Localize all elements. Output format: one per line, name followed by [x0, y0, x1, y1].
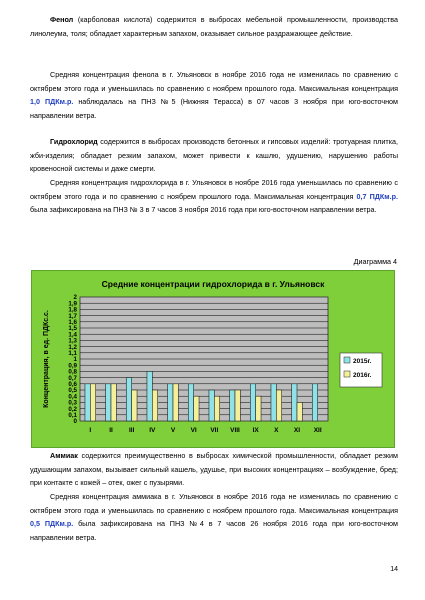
y-tick-label: 0,1	[68, 412, 77, 419]
bar-2015-XI	[292, 384, 297, 421]
paragraph-hydrochloride-intro	[30, 135, 398, 176]
bar-2016-XI	[297, 402, 302, 421]
x-tick-label: III	[128, 427, 135, 434]
ammonia-max-value: 0,5 ПДКм.р.	[30, 519, 74, 529]
bar-2015-X	[271, 384, 276, 421]
chart-title: Средние концентрации гидрохлорида в г. Ульяновск	[101, 279, 325, 289]
paragraph-ammonia-intro	[30, 449, 398, 490]
bar-2016-VI	[194, 396, 199, 421]
bar-2016-IX	[256, 396, 261, 421]
paragraph-phenol-concentration	[30, 68, 398, 122]
y-tick-label: 0,3	[68, 399, 77, 407]
y-tick-label: 0,5	[68, 387, 77, 395]
y-tick-label: 0,7	[68, 374, 77, 382]
bar-2015-II	[106, 384, 111, 421]
x-tick-label: XII	[313, 427, 322, 434]
legend-swatch-2016	[344, 371, 350, 377]
bar-2015-I	[85, 384, 90, 421]
bar-2016-V	[173, 384, 178, 421]
x-tick-label: IX	[252, 427, 259, 434]
y-tick-label: 1,3	[68, 337, 77, 345]
hydrochloride-conc-text-after: была зафиксирована на ПНЗ № 3 в 7 часов 3 ноября 2016 года при юго-восточном направлении ветра.	[30, 205, 377, 215]
bar-2016-X	[276, 390, 281, 421]
bar-2016-III	[132, 390, 137, 421]
x-tick-label: XI	[293, 427, 301, 434]
ammonia-conc-text-after: была зафиксирована на ПНЗ №4 в 7 часов 26 ноября 2016 года при юго-восточном направлении ветра.	[30, 519, 398, 542]
legend-swatch-2015	[344, 357, 350, 363]
y-tick-label: 1,4	[68, 331, 77, 339]
hydrochloride-max-value: 0,7 ПДКм.р.	[356, 191, 398, 201]
bar-2015-VI	[188, 384, 193, 421]
diagram-caption: Диаграмма 4	[353, 257, 397, 266]
y-tick-label: 1,6	[68, 319, 77, 326]
y-tick-label: 0,4	[68, 393, 77, 401]
x-tick-label: VIII	[230, 427, 240, 434]
bar-2015-VII	[209, 390, 214, 421]
x-tick-label: IV	[149, 427, 156, 434]
hydrochloride-term: Гидрохлорид	[50, 137, 98, 146]
page-number: 14	[390, 566, 398, 573]
y-tick-label: 2	[73, 294, 77, 302]
y-tick-label: 1,2	[68, 343, 77, 351]
bar-2015-V	[168, 384, 173, 421]
phenol-max-value: 1,0 ПДКм.р.	[30, 97, 74, 107]
y-tick-label: 1,9	[68, 300, 77, 308]
bar-2015-XII	[312, 384, 317, 421]
y-tick-label: 1	[73, 356, 77, 364]
x-tick-label: VI	[190, 427, 197, 434]
hydrochloride-conc-text-before: Средняя концентрация гидрохлорида в г. Ульяновск в ноябре 2016 года уменьшилась по сравнению с октябрем этого года и по сравнению с ноябрем прошлого года. Максимальная концентрация	[30, 178, 398, 201]
x-tick-label: II	[109, 427, 113, 434]
hydrochloride-intro-text: содержится в выбросах производств бетонных и гипсовых изделий: тротуарная плитка, жби-изделия; обладает резким запахом, может привести к кашлю, удушению, нарушению работы кровеносной системы и даже смерти.	[30, 137, 398, 174]
y-tick-label: 0,2	[68, 405, 77, 413]
bar-2016-I	[90, 384, 95, 421]
y-tick-label: 0,8	[68, 368, 77, 376]
paragraph-hydrochloride-concentration	[30, 176, 398, 217]
y-tick-label: 0	[73, 418, 77, 426]
ammonia-conc-text-before: Средняя концентрация аммиака в г. Ульяновск в ноябре 2016 года не изменилась по сравнению с октябрем этого года и уменьшилась по сравнению с ноябрем прошлого года. Максимальная концентрация	[30, 492, 398, 515]
bar-2015-VIII	[230, 390, 235, 421]
legend-label-2016: 2016г.	[353, 372, 372, 379]
phenol-conc-text-after: наблюдалась на ПНЗ №5 (Нижняя Терасса) в 07 часов 3 ноября при юго-восточном направлении ветра.	[30, 97, 398, 120]
phenol-conc-text-before: Средняя концентрация фенола в г. Ульяновск в ноябре 2016 года не изменилась по сравнению с октябрем этого года и уменьшилась по сравнению с ноябрем прошлого года. Максимальная концентрация	[30, 70, 398, 93]
bar-2016-VII	[214, 396, 219, 421]
y-tick-label: 0,6	[68, 381, 77, 388]
x-tick-label: V	[170, 427, 176, 434]
y-tick-label: 0,9	[68, 362, 77, 370]
chart-hydrochloride	[31, 270, 395, 448]
y-axis-label: Концентрация, в ед. ПДКс.с.	[43, 310, 50, 408]
x-tick-label: X	[274, 427, 279, 434]
bar-2015-III	[126, 378, 131, 421]
bar-2016-IV	[152, 390, 157, 421]
chart-svg	[32, 271, 394, 447]
bar-2015-IX	[250, 384, 255, 421]
ammonia-intro-text: содержится преимущественно в выбросах химической промышленности, обладает резким удушающим запахом, вызывает сильный кашель, удушье, при высоких концентрациях – возбуждение, бред; при контакте с кожей – отек, ожег с пузырями.	[30, 451, 398, 488]
phenol-intro-text: (карболовая кислота) содержится в выбросах мебельной промышленности, производства линолеума, толя; обладает характерным запахом, оказывает сильное раздражающее действие.	[30, 15, 398, 38]
legend-label-2015: 2015г.	[353, 358, 372, 365]
ammonia-term: Аммиак	[50, 451, 78, 460]
bar-2016-II	[111, 384, 116, 421]
paragraph-phenol-intro	[30, 13, 398, 40]
y-tick-label: 1,5	[68, 325, 77, 333]
y-tick-label: 1,1	[68, 350, 77, 357]
x-tick-label: VII	[210, 427, 219, 434]
x-tick-label: I	[89, 427, 92, 434]
y-tick-label: 1,7	[68, 312, 77, 320]
y-tick-label: 1,8	[68, 306, 77, 314]
bar-2016-VIII	[235, 390, 240, 421]
phenol-term: Фенол	[50, 15, 74, 24]
bar-2015-IV	[147, 371, 152, 421]
paragraph-ammonia-concentration	[30, 490, 398, 544]
